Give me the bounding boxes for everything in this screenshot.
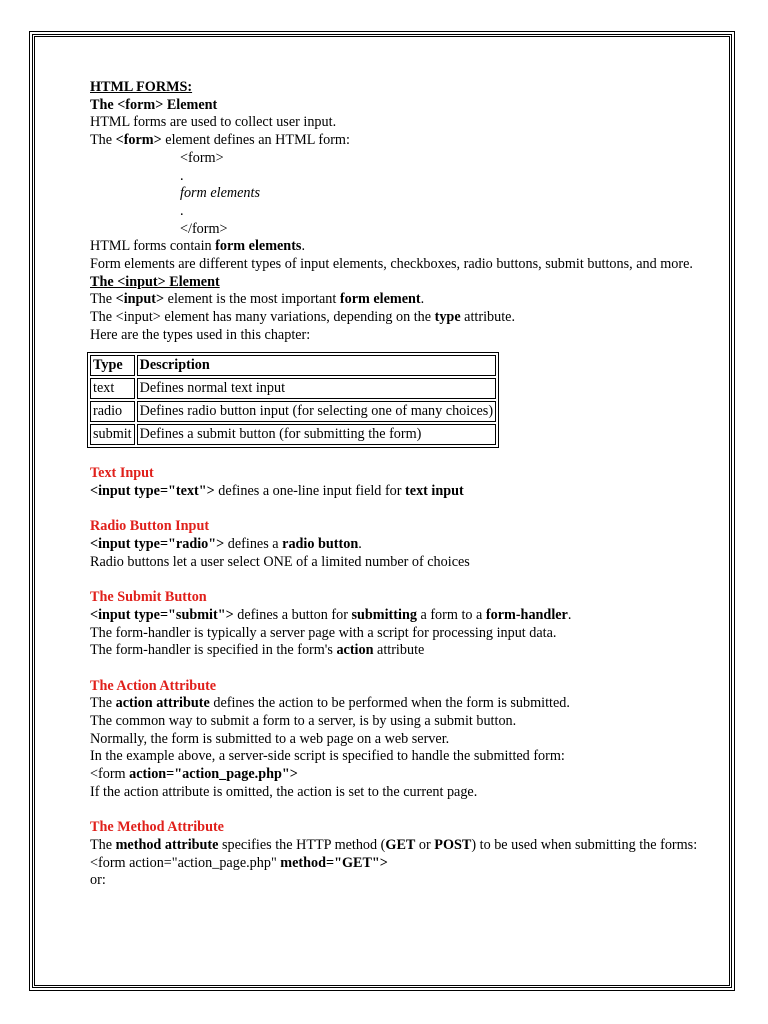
action-line-2: The common way to submit a form to a server, is by using a submit button. <box>90 713 517 730</box>
form-element-heading: The <form> Element <box>90 96 218 113</box>
spacer <box>90 501 712 519</box>
spacer <box>90 660 712 678</box>
table-cell: submit <box>90 424 135 445</box>
radio-input-line-2: Radio buttons let a user select ONE of a limited number of choices <box>90 553 470 570</box>
text-input-line: <input type="text"> defines a one-line input field for text input <box>90 482 464 499</box>
form-contain-line: HTML forms contain form elements. <box>90 238 305 255</box>
table-row <box>90 378 496 399</box>
radio-input-heading: Radio Button Input <box>90 518 210 535</box>
spacer <box>90 448 712 466</box>
table-row <box>90 424 496 445</box>
action-line-3: Normally, the form is submitted to a web page on a web server. <box>90 730 450 747</box>
code-form-open: <form> <box>180 149 224 166</box>
code-form-close: </form> <box>180 220 228 237</box>
types-table <box>87 352 499 448</box>
table-cell: Defines normal text input <box>137 378 496 399</box>
method-code-line: <form action="action_page.php" method="GET"> <box>90 854 388 871</box>
form-intro-line: HTML forms are used to collect user input. <box>90 114 337 131</box>
action-line-6: If the action attribute is omitted, the action is set to the current page. <box>90 783 478 800</box>
form-types-line: Form elements are different types of input elements, checkboxes, radio buttons, submit buttons, and more. <box>90 256 693 273</box>
submit-button-heading: The Submit Button <box>90 589 207 606</box>
action-line-1: The action attribute defines the action to be performed when the form is submitted. <box>90 695 570 712</box>
submit-line-3: The form-handler is specified in the form's action attribute <box>90 642 425 659</box>
document-body <box>90 79 712 890</box>
submit-line-2: The form-handler is typically a server page with a script for processing input data. <box>90 624 557 641</box>
action-code-line: <form action="action_page.php"> <box>90 766 298 783</box>
text-input-heading: Text Input <box>90 465 154 482</box>
table-cell: radio <box>90 401 135 422</box>
code-form-elements: form elements <box>180 185 260 202</box>
form-define-line: The <form> element defines an HTML form: <box>90 132 350 149</box>
method-attribute-heading: The Method Attribute <box>90 819 224 836</box>
method-line-1: The method attribute specifies the HTTP method (GET or POST) to be used when submitting the forms: <box>90 836 698 853</box>
table-cell: Defines a submit button (for submitting the form) <box>137 424 496 445</box>
action-line-4: In the example above, a server-side script is specified to handle the submitted form: <box>90 748 565 765</box>
action-attribute-heading: The Action Attribute <box>90 677 217 694</box>
method-or-line: or: <box>90 872 106 889</box>
code-dot-2: . <box>180 202 184 219</box>
table-header-row <box>90 355 496 376</box>
spacer <box>90 802 712 820</box>
input-line-2: The <input> element has many variations, depending on the type attribute. <box>90 309 515 326</box>
page-title <box>90 79 712 97</box>
table-cell: Defines radio button input (for selecting one of many choices) <box>137 401 496 422</box>
table-row <box>90 401 496 422</box>
code-dot-1: . <box>180 167 184 184</box>
table-header-cell: Description <box>137 355 496 376</box>
title-text: HTML FORMS: <box>90 79 193 95</box>
submit-line-1: <input type="submit"> defines a button for submitting a form to a form-handler. <box>90 606 572 623</box>
input-line-1: The <input> element is the most important form element. <box>90 291 425 308</box>
radio-input-line: <input type="radio"> defines a radio button. <box>90 536 362 553</box>
input-line-3: Here are the types used in this chapter: <box>90 326 311 343</box>
spacer <box>90 571 712 589</box>
table-cell: text <box>90 378 135 399</box>
input-element-heading: The <input> Element <box>90 273 220 290</box>
table-header-cell: Type <box>90 355 135 376</box>
